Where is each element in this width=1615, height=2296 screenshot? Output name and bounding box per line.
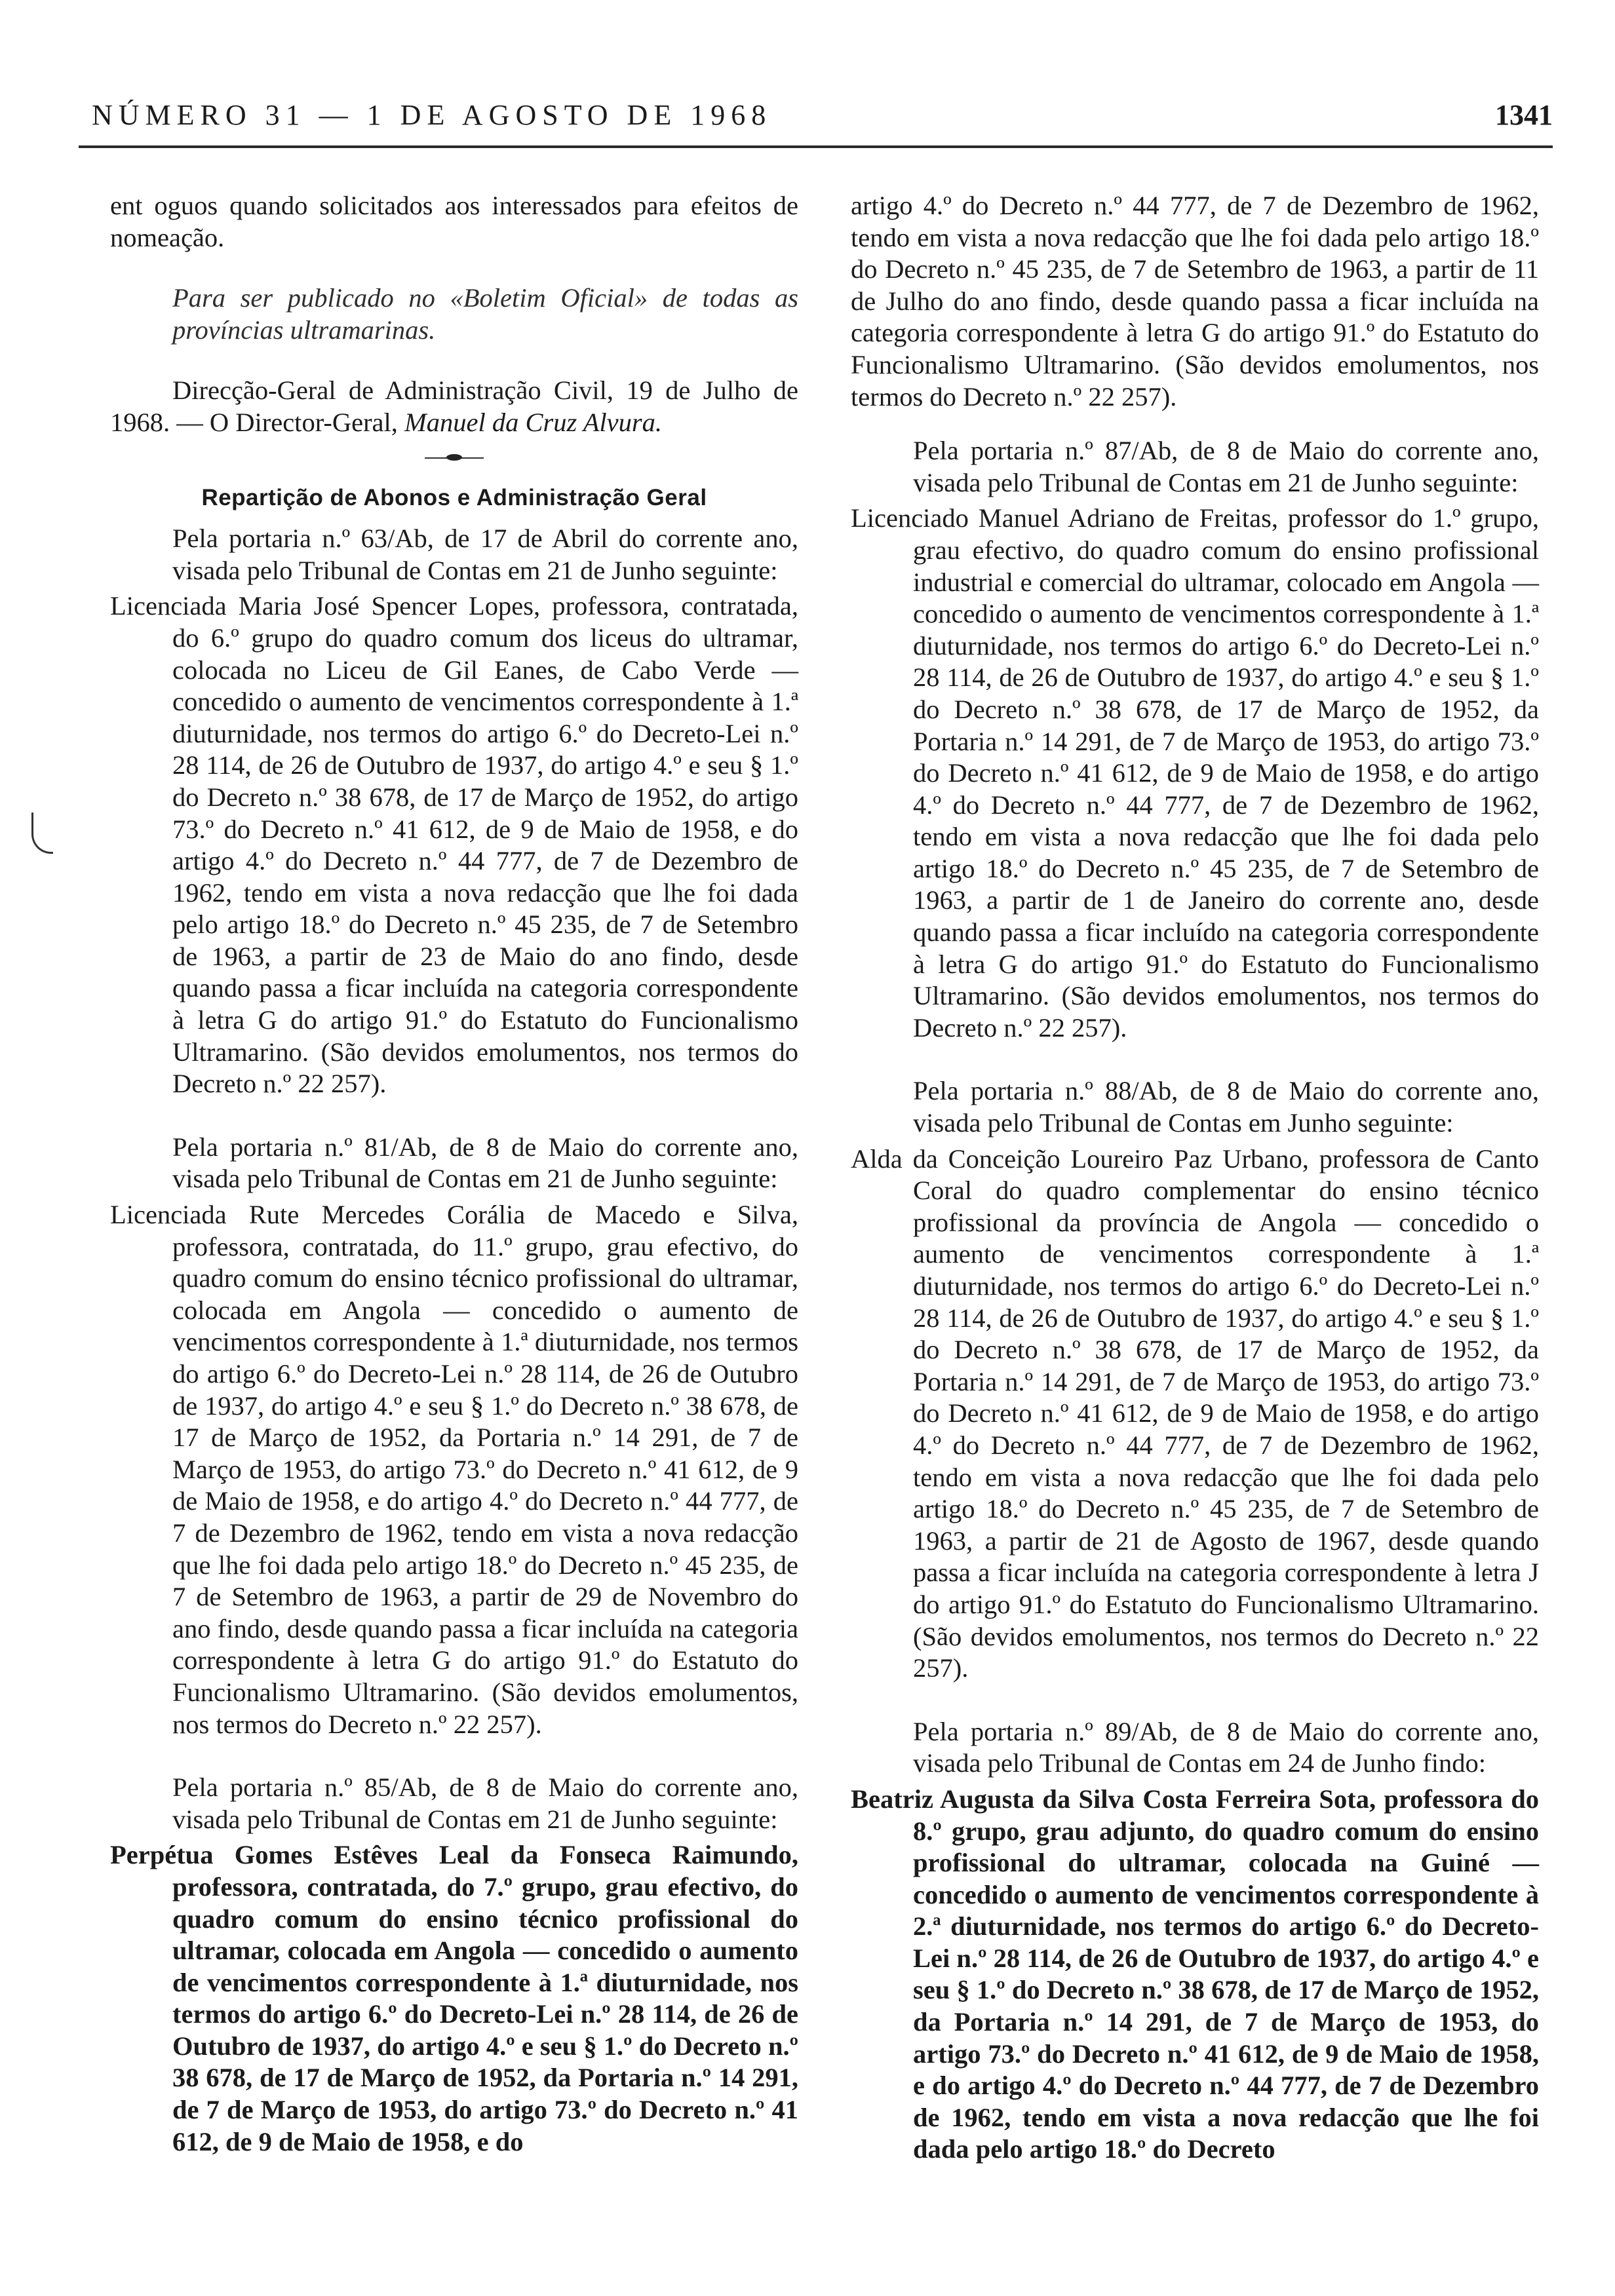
portaria-intro-63: Pela portaria n.º 63/Ab, de 17 de Abril do corrente ano, visada pelo Tribunal de Contas em 21 de Junho seguinte: xyxy=(172,524,798,585)
left-column xyxy=(110,190,798,2158)
entry-beatriz-augusta: Beatriz Augusta da Silva Costa Ferreira Sota, professora do 8.º grupo, grau adjunto, do quadro comum do ensino profissional do ultramar, colocada na Guiné — concedido o aumento de vencimentos correspondente à 2.ª diuturnidade, nos termos do artigo 6.º do Decreto-Lei n.º 28 114, de 26 de Outubro de 1937, do artigo 4.º e seu § 1.º do Decreto n.º 38 678, de 17 de Março de 1952, da Portaria n.º 14 291, de 7 de Março de 1953, do artigo 73.º do Decreto n.º 41 612, de 9 de Maio de 1958, e do artigo 4.º do Decreto n.º 44 777, de 7 de Dezembro de 1962, tendo em vista a nova redacção que lhe foi dada pelo artigo 18.º do Decreto xyxy=(851,1784,1539,2164)
signoff-paragraph xyxy=(110,375,798,438)
right-column xyxy=(851,190,1539,2166)
entry-manuel-adriano-de-freitas: Licenciado Manuel Adriano de Freitas, professor do 1.º grupo, grau efectivo, do quadro comum do ensino profissional industrial e comercial do ultramar, colocado em Angola — concedido o aumento de vencimentos correspondente à 1.ª diuturnidade, nos termos do artigo 6.º do Decreto-Lei n.º 28 114, de 26 de Outubro de 1937, do artigo 4.º e seu § 1.º do Decreto n.º 38 678, de 17 de Março de 1952, da Portaria n.º 14 291, de 7 de Março de 1953, do artigo 73.º do Decreto n.º 41 612, de 9 de Maio de 1958, e do artigo 4.º do Decreto n.º 44 777, de 7 de Dezembro de 1962, tendo em vista a nova redacção que lhe foi dada pelo artigo 18.º do Decreto n.º 45 235, de 7 de Setembro de 1963, a partir de 1 de Janeiro do corrente ano, desde quando passa a ficar incluído na categoria correspondente à letra G do artigo 91.º do Estatuto do Funcionalismo Ultramarino. (São devidos emolumentos, nos termos do Decreto n.º 22 257). xyxy=(851,503,1539,1043)
signoff-text: Direcção-Geral de Administração Civil, 19 de Julho de 1968. — O Director-Geral, xyxy=(110,375,798,437)
section-heading: Repartição de Abonos e Administração Geral xyxy=(201,484,707,510)
portaria-intro-87: Pela portaria n.º 87/Ab, de 8 de Maio do corrente ano, visada pelo Tribunal de Contas em 21 de Junho seguinte: xyxy=(913,436,1539,497)
left-continuation-paragraph: ent oguos quando solicitados aos interessados para efeitos de nomeação. xyxy=(110,191,798,252)
signoff-name: Manuel da Cruz Alvura. xyxy=(404,407,663,437)
publication-note: Para ser publicado no «Boletim Oficial» de todas as províncias ultramarinas. xyxy=(172,283,798,345)
portaria-intro-89: Pela portaria n.º 89/Ab, de 8 de Maio do corrente ano, visada pelo Tribunal de Contas em 24 de Junho findo: xyxy=(913,1716,1539,1778)
portaria-intro-88: Pela portaria n.º 88/Ab, de 8 de Maio do corrente ano, visada pelo Tribunal de Contas em Junho seguinte: xyxy=(913,1076,1539,1138)
entry-maria-jose-spencer-lopes: Licenciada Maria José Spencer Lopes, professora, contratada, do 6.º grupo do quadro comum dos liceus do ultramar, colocada no Liceu de Gil Eanes, de Cabo Verde — concedido o aumento de vencimentos correspondente à 1.ª diuturnidade, nos termos do artigo 6.º do Decreto-Lei n.º 28 114, de 26 de Outubro de 1937, do artigo 4.º e seu § 1.º do Decreto n.º 38 678, de 17 de Março de 1952, do artigo 73.º do Decreto n.º 41 612, de 9 de Maio de 1958, e do artigo 4.º do Decreto n.º 44 777, de 7 de Dezembro de 1962, tendo em vista a nova redacção que lhe foi dada pelo artigo 18.º do Decreto n.º 45 235, de 7 de Setembro de 1963, a partir de 23 de Maio do ano findo, desde quando passa a ficar incluída na categoria correspondente à letra G do artigo 91.º do Estatuto do Funcionalismo Ultramarino. (São devidos emolumentos, nos termos do Decreto n.º 22 257). xyxy=(110,591,798,1099)
portaria-intro-85: Pela portaria n.º 85/Ab, de 8 de Maio do corrente ano, visada pelo Tribunal de Contas em 21 de Junho seguinte: xyxy=(172,1772,798,1834)
header-divider xyxy=(79,145,1553,148)
entry-alda-da-conceicao: Alda da Conceição Loureiro Paz Urbano, professora de Canto Coral do quadro complementar do ensino técnico profissional da província de Angola — concedido o aumento de vencimentos correspondente à 1.ª diuturnidade, nos termos do artigo 6.º do Decreto-Lei n.º 28 114, de 26 de Outubro de 1937, do artigo 4.º e seu § 1.º do Decreto n.º 38 678, de 17 de Março de 1952, da Portaria n.º 14 291, de 7 de Março de 1953, do artigo 73.º do Decreto n.º 41 612, de 9 de Maio de 1958, e do artigo 4.º do Decreto n.º 44 777, de 7 de Dezembro de 1962, tendo em vista a nova redacção que lhe foi dada pelo artigo 18.º do Decreto n.º 45 235, de 7 de Setembro de 1963, a partir de 21 de Agosto de 1967, desde quando passa a ficar incluída na categoria correspondente à letra J do artigo 91.º do Estatuto do Funcionalismo Ultramarino. (São devidos emolumentos, nos termos do Decreto n.º 22 257). xyxy=(851,1143,1539,1683)
section-ornament xyxy=(425,453,484,463)
page-number: 1341 xyxy=(1495,99,1553,131)
portaria-intro-81: Pela portaria n.º 81/Ab, de 8 de Maio do corrente ano, visada pelo Tribunal de Contas em 21 de Junho seguinte: xyxy=(172,1132,798,1194)
entry-perpetua-gomes: Perpétua Gomes Estêves Leal da Fonseca Raimundo, professora, contratada, do 7.º grupo, grau efectivo, do quadro comum do ensino técnico profissional do ultramar, colocada em Angola — concedido o aumento de vencimentos correspondente à 1.ª diuturnidade, nos termos do artigo 6.º do Decreto-Lei n.º 28 114, de 26 de Outubro de 1937, do artigo 4.º e seu § 1.º do Decreto n.º 38 678, de 17 de Março de 1952, da Portaria n.º 14 291, de 7 de Março de 1953, do artigo 73.º do Decreto n.º 41 612, de 9 de Maio de 1958, e do xyxy=(110,1840,798,2156)
entry-rute-mercedes: Licenciada Rute Mercedes Corália de Macedo e Silva, professora, contratada, do 11.º grupo, grau efectivo, do quadro comum do ensino técnico profissional do ultramar, colocada em Angola — concedido o aumento de vencimentos correspondente à 1.ª diuturnidade, nos termos do artigo 6.º do Decreto-Lei n.º 28 114, de 26 de Outubro de 1937, do artigo 4.º e seu § 1.º do Decreto n.º 38 678, de 17 de Março de 1952, da Portaria n.º 14 291, de 7 de Março de 1953, do artigo 73.º do Decreto n.º 41 612, de 9 de Maio de 1958, e do artigo 4.º do Decreto n.º 44 777, de 7 de Dezembro de 1962, tendo em vista a nova redacção que lhe foi dada pelo artigo 18.º do Decreto n.º 45 235, de 7 de Setembro de 1963, a partir de 29 de Novembro do ano findo, desde quando passa a ficar incluída na categoria correspondente à letra G do artigo 91.º do Estatuto do Funcionalismo Ultramarino. (São devidos emolumentos, nos termos do Decreto n.º 22 257). xyxy=(110,1200,798,1739)
right-continuation-paragraph: artigo 4.º do Decreto n.º 44 777, de 7 de Dezembro de 1962, tendo em vista a nova redacção que lhe foi dada pelo artigo 18.º do Decreto n.º 45 235, de 7 de Setembro de 1963, a partir de 11 de Julho do ano findo, desde quando passa a ficar incluída na categoria correspondente à letra G do artigo 91.º do Estatuto do Funcionalismo Ultramarino. (São devidos emolumentos, nos termos do Decreto n.º 22 257). xyxy=(851,191,1539,411)
margin-bracket-mark xyxy=(31,813,53,854)
page-header-title: NÚMERO 31 — 1 DE AGOSTO DE 1968 xyxy=(92,99,772,131)
